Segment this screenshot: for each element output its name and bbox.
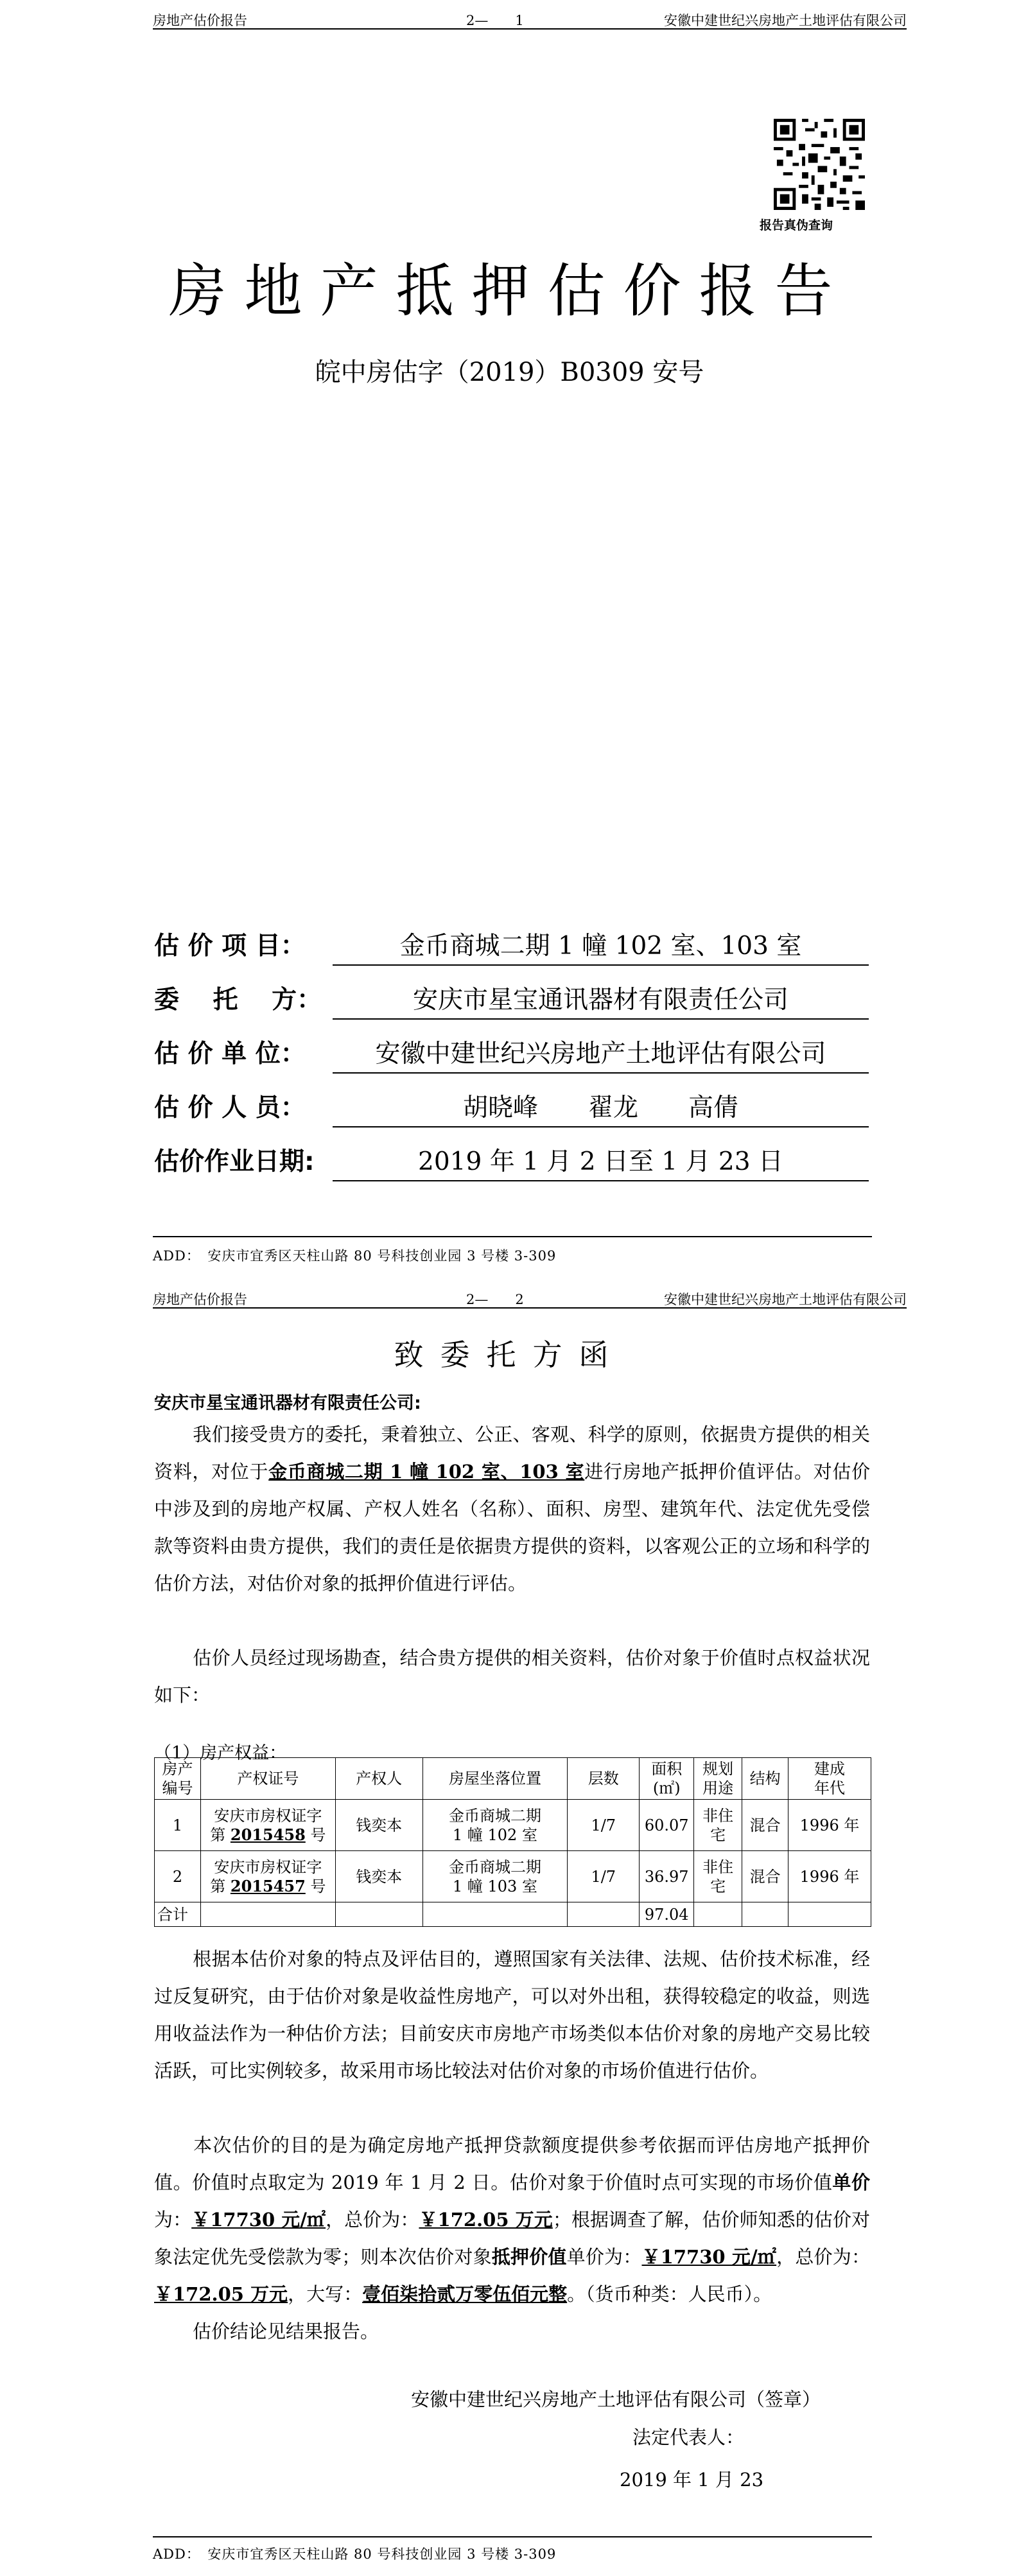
table-header-row: [155, 1758, 871, 1800]
qr-code-icon[interactable]: [774, 119, 865, 210]
info-value: 安徽中建世纪兴房地产土地评估有限公司: [333, 1034, 869, 1074]
col-header: 建成 年代: [788, 1758, 871, 1800]
cell-year: 1996 年: [788, 1800, 871, 1851]
col-header: 规划 用途: [694, 1758, 742, 1800]
col-header: 产权证号: [200, 1758, 335, 1800]
info-value: 金币商城二期 1 幢 102 室、103 室: [333, 926, 869, 966]
table-total-row: [155, 1902, 871, 1927]
cell-floors: 1/7: [568, 1851, 640, 1902]
cell-area: 60.07: [640, 1800, 694, 1851]
footer-address: ADD： 安庆市宜秀区天柱山路 80 号科技创业园 3 号楼 3-309: [153, 1248, 557, 1264]
market-unit-price: ￥17730 元/㎡: [191, 2209, 326, 2231]
table-row: [155, 1851, 871, 1902]
market-total-price: ￥172.05 万元: [419, 2209, 553, 2231]
info-label: 估 价 项 目：: [154, 932, 306, 961]
mortgage-total-price: ￥172.05 万元: [154, 2283, 288, 2305]
paragraph-engagement: 我们接受贵方的委托，秉着独立、公正、客观、科学的原则，依据贵方提供的相关资料，对位于金币商城二期 1 幢 102 室、103 室进行房地产抵押价值评估。对估价中涉及到的房地产权属、产权人姓名（名称）、面积、房型、建筑年代、法定优先受偿款等资料由贵方提供，我们的责任是依据贵方提供的资料，以客观公正的立场和科学的估价方法，对估价对象的抵押价值进行评估。: [154, 1423, 870, 1594]
signature-date: 2019 年 1 月 23: [620, 2469, 764, 2491]
qr-caption: 报告真伪查询: [760, 218, 833, 232]
col-header: 层数: [568, 1758, 640, 1800]
page-header: [153, 1285, 907, 1309]
header-right: 安徽中建世纪兴房地产土地评估有限公司: [664, 13, 907, 28]
info-label: 估价作业日期:: [154, 1147, 315, 1176]
paragraph-valuation: 本次估价的目的是为确定房地产抵押贷款额度提供参考依据而评估房地产抵押价值。价值时点取定为 2019 年 1 月 2 日。估价对象于价值时点可实现的市场价值单价为：￥17730 元/㎡，总价为：￥172.05 万元；根据调查了解，估价师知悉的估价对象法定优先受偿款为零；则本次估价对象抵押价值单价为：￥17730 元/㎡，总价为：￥172.05 万元，大写：壹佰柒拾贰万零伍佰元整。（货币种类：人民币）。: [154, 2134, 870, 2305]
header-left: 房地产估价报告: [153, 13, 247, 28]
cell-area: 36.97: [640, 1851, 694, 1902]
header-left: 房地产估价报告: [153, 1292, 247, 1307]
info-value: 胡晓峰 翟龙 高倩: [333, 1088, 869, 1127]
col-header: 结构: [742, 1758, 788, 1800]
signature-representative: 法定代表人：: [632, 2426, 745, 2448]
footer-divider: [153, 1236, 872, 1237]
header-page-number: 2— 2: [466, 1292, 524, 1307]
info-label: 估 价 人 员：: [154, 1093, 306, 1122]
cell-use: 非住宅: [694, 1851, 742, 1902]
info-label: 估 价 单 位：: [154, 1040, 306, 1068]
footer-address: ADD： 安庆市宜秀区天柱山路 80 号科技创业园 3 号楼 3-309: [153, 2546, 557, 2562]
paragraph-methodology: 根据本估价对象的特点及评估目的，遵照国家有关法律、法规、估价技术标准，经过反复研究，由于估价对象是收益性房地产，可以对外出租，获得较稳定的收益，则选用收益法作为一种估价方法；目前安庆市房地产市场类似本估价对象的房地产交易比较活跃，可比实例较多，故采用市场比较法对估价对象的市场价值进行估价。: [154, 1948, 870, 2082]
table-row: [155, 1800, 871, 1851]
total-in-words: 壹佰柒拾贰万零伍佰元整: [362, 2283, 568, 2305]
cover-page: [0, 0, 1019, 1279]
mortgage-unit-price: ￥17730 元/㎡: [641, 2246, 777, 2268]
signature-company: 安徽中建世纪兴房地产土地评估有限公司（签章）: [411, 2389, 821, 2410]
cell-location: 金币商城二期 1 幢 102 室: [422, 1800, 568, 1851]
cell-structure: 混合: [742, 1800, 788, 1851]
cell-structure: 混合: [742, 1851, 788, 1902]
report-title: 房地产抵押估价报告: [168, 257, 851, 325]
property-address: 金币商城二期 1 幢 102 室、103 室: [268, 1461, 585, 1483]
cell-owner: 钱奕本: [335, 1800, 422, 1851]
page-header: [153, 6, 907, 30]
cell-no: 2: [155, 1851, 201, 1902]
letter-title: 致委托方函: [394, 1337, 625, 1372]
info-value: 安庆市星宝通讯器材有限责任公司: [333, 980, 869, 1020]
col-header: 房屋坐落位置: [422, 1758, 568, 1800]
addressee: 安庆市星宝通讯器材有限责任公司:: [154, 1393, 421, 1413]
property-rights-table: [154, 1757, 871, 1927]
cell-use: 非住宅: [694, 1800, 742, 1851]
cell-cert: 安庆市房权证字 第 2015457 号: [200, 1851, 335, 1902]
cell-total-area: 97.04: [640, 1902, 694, 1927]
col-header: 面积 (㎡): [640, 1758, 694, 1800]
cell-total-label: 合计: [155, 1902, 201, 1927]
info-value: 2019 年 1 月 2 日至 1 月 23 日: [333, 1142, 869, 1181]
header-page-number: 2— 1: [466, 13, 524, 28]
col-header: 产权人: [335, 1758, 422, 1800]
cell-floors: 1/7: [568, 1800, 640, 1851]
paragraph-conclusion: 估价结论见结果报告。: [193, 2320, 379, 2342]
header-right: 安徽中建世纪兴房地产土地评估有限公司: [664, 1292, 907, 1307]
cell-owner: 钱奕本: [335, 1851, 422, 1902]
report-number: 皖中房估字（2019）B0309 安号: [315, 358, 704, 387]
footer-divider: [153, 2536, 872, 2537]
cell-no: 1: [155, 1800, 201, 1851]
cell-cert: 安庆市房权证字 第 2015458 号: [200, 1800, 335, 1851]
cell-year: 1996 年: [788, 1851, 871, 1902]
cell-location: 金币商城二期 1 幢 103 室: [422, 1851, 568, 1902]
col-header: 房产 编号: [155, 1758, 201, 1800]
paragraph-inspection: 估价人员经过现场勘查，结合贵方提供的相关资料，估价对象于价值时点权益状况如下：: [154, 1647, 870, 1706]
info-label: 委 托 方：: [154, 986, 322, 1014]
table-caption: （1）房产权益：: [154, 1743, 287, 1763]
